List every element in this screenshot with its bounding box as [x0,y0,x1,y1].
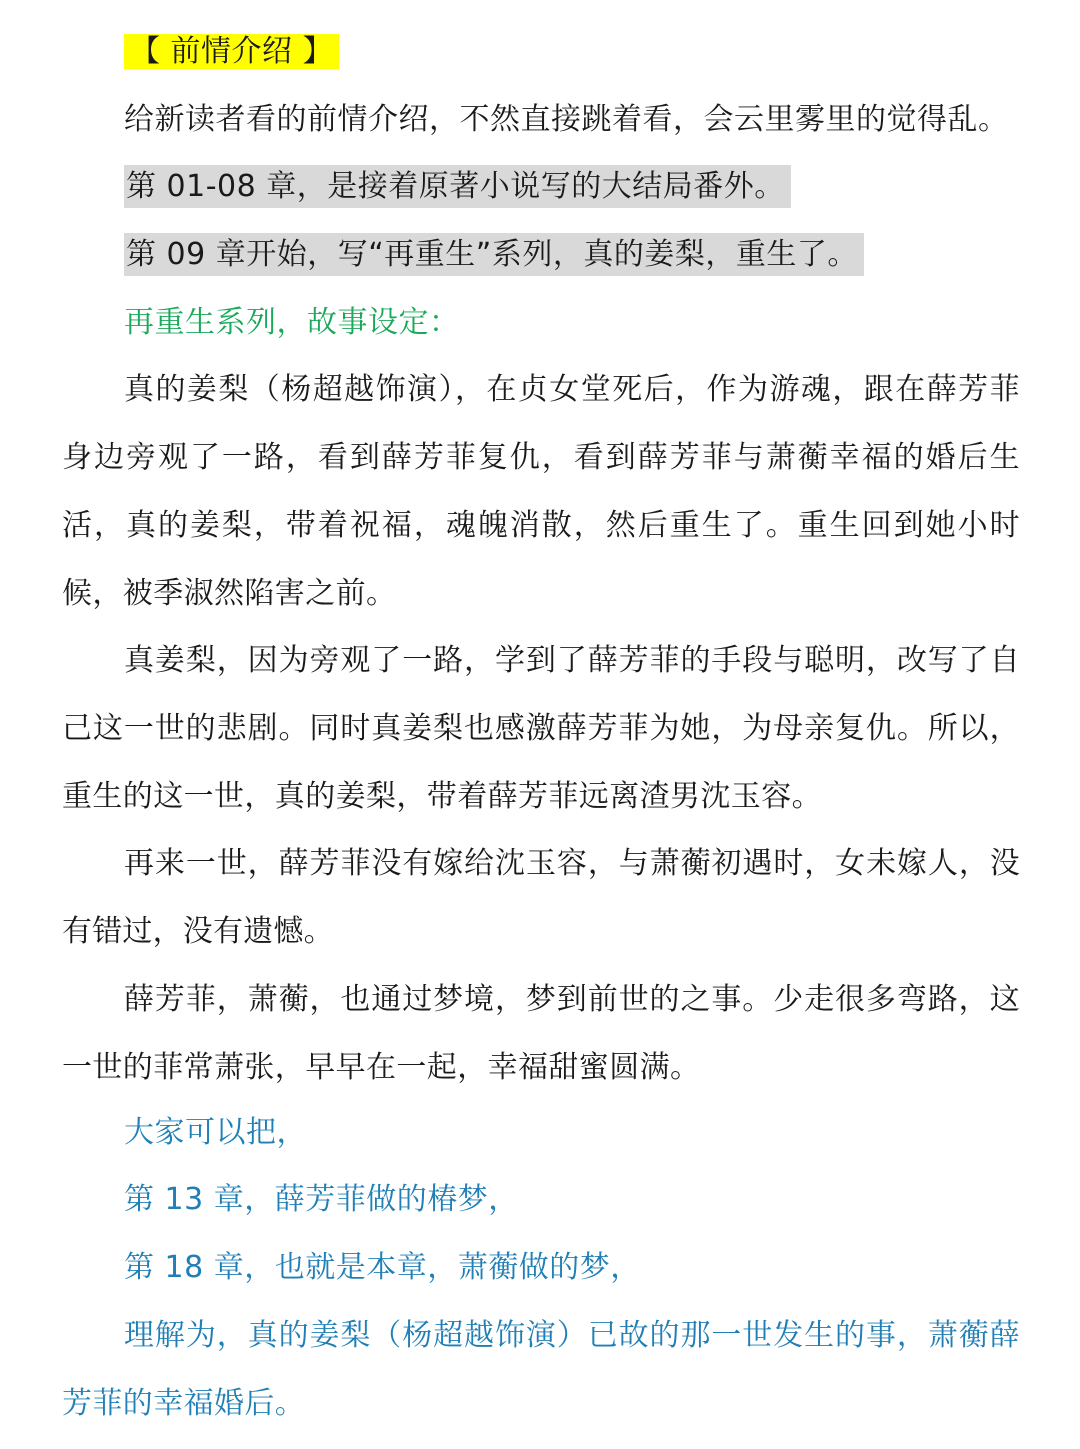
paragraph-3: 再来一世，薛芳菲没有嫁给沈玉容，与萧蘅初遇时，女未嫁人，没有错过，没有遗憾。 [62,846,1020,949]
chapter-note-1: 第 01-08 章，是接着原著小说写的大结局番外。 [124,165,791,208]
paragraph-1: 真的姜梨（杨超越饰演），在贞女堂死后，作为游魂，跟在薛芳菲身边旁观了一路，看到薛芳菲复仇，看到薛芳菲与萧蘅幸福的婚后生活，真的姜梨，带着祝福，魂魄消散，然后重生了。重生回到她小时候，被季淑然陷害之前。 [62,372,1020,611]
chapter-note-line [124,233,864,277]
blue-paragraph: 理解为，真的姜梨（杨超越饰演）已故的那一世发生的事，萧蘅薛芳菲的幸福婚后。 [62,1318,1020,1421]
blue-line-1: 大家可以把， [124,1115,307,1150]
blue-line-2: 第 13 章，薛芳菲做的椿梦， [124,1182,519,1217]
chapter-note-2: 第 09 章开始，写“再重生”系列，真的姜梨，重生了。 [124,233,864,276]
header-tag: 【 前情介绍 】 [124,34,339,69]
setting-heading: 再重生系列，故事设定： [124,305,460,340]
intro-text: 给新读者看的前情介绍，不然直接跳着看，会云里雾里的觉得乱。 [124,102,1009,137]
blue-line-3: 第 18 章，也就是本章，萧蘅做的梦， [124,1250,641,1285]
chapter-note-line [124,165,791,209]
header-tag-line [124,30,339,74]
paragraph-2: 真姜梨，因为旁观了一路，学到了薛芳菲的手段与聪明，改写了自己这一世的悲剧。同时真姜梨也感激薛芳菲为她，为母亲复仇。所以，重生的这一世，真的姜梨，带着薛芳菲远离渣男沈玉容。 [62,643,1020,814]
paragraph-4: 薛芳菲，萧蘅，也通过梦境，梦到前世的之事。少走很多弯路，这一世的菲常萧张，早早在一起，幸福甜蜜圆满。 [62,982,1020,1085]
